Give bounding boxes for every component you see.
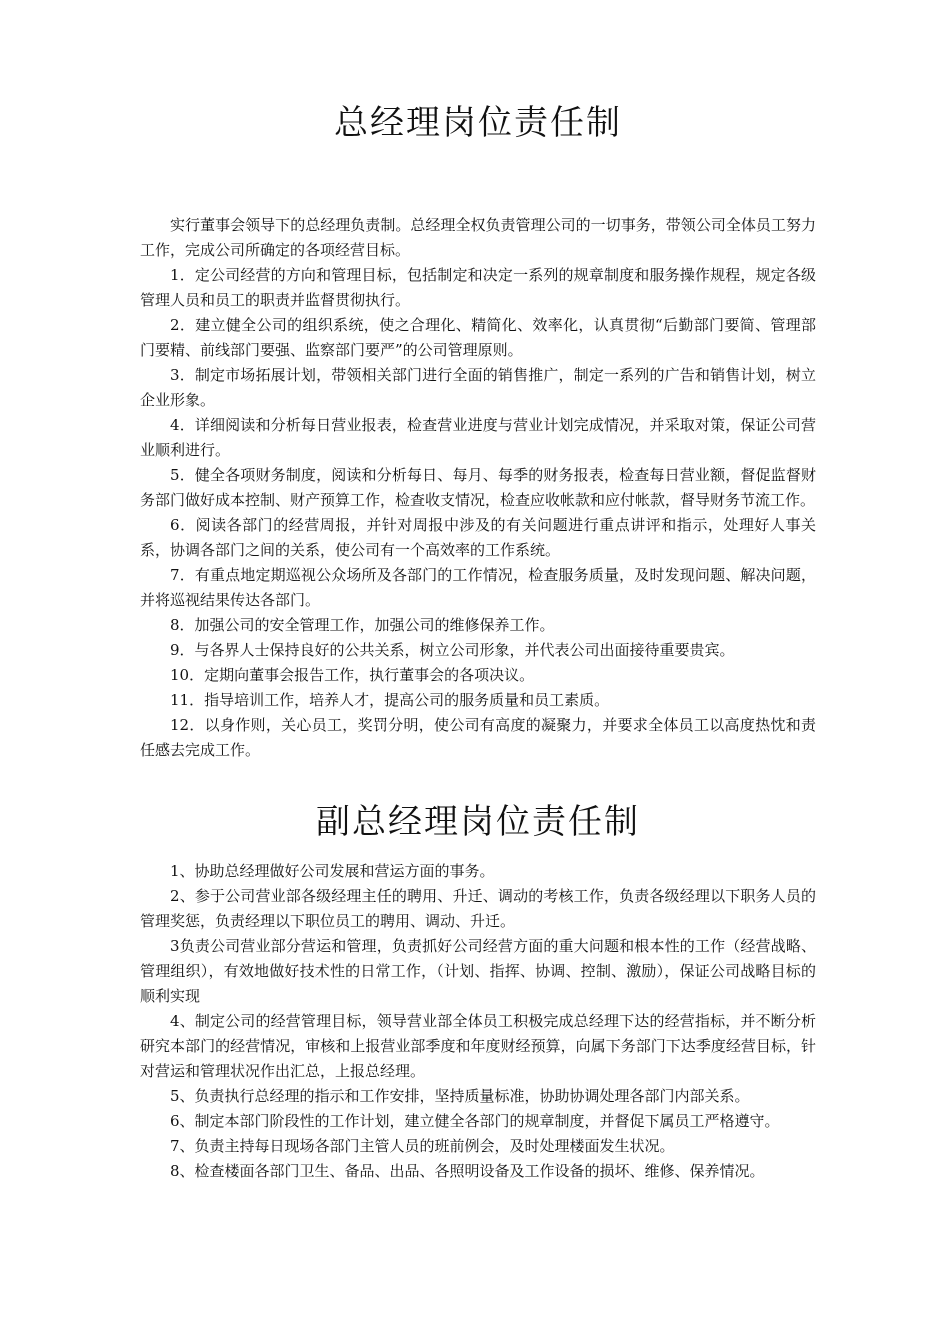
deputy-item-2: 2、参于公司营业部各级经理主任的聘用、升迁、调动的考核工作，负责各级经理以下职务人员的管理奖惩，负责经理以下职位员工的聘用、调动、升迁。 [140,887,816,930]
gm-item-3: 3．制定市场拓展计划，带领相关部门进行全面的销售推广，制定一系列的广告和销售计划，树立企业形象。 [140,366,816,409]
deputy-gm-title: 副总经理岗位责任制 [316,802,640,842]
deputy-item-3: 3负责公司营业部分营运和管理，负责抓好公司经营方面的重大问题和根本性的工作（经营战略、管理组织），有效地做好技术性的日常工作，（计划、指挥、协调、控制、激励），保证公司战略目标的顺利实现 [140,937,816,1005]
gm-item-6: 6．阅读各部门的经营周报，并针对周报中涉及的有关问题进行重点讲评和指示，处理好人事关系，协调各部门之间的关系，使公司有一个高效率的工作系统。 [140,516,816,559]
gm-intro-paragraph: 实行董事会领导下的总经理负责制。总经理全权负责管理公司的一切事务，带领公司全体员工努力工作，完成公司所确定的各项经营目标。 [140,216,816,259]
gm-item-2: 2．建立健全公司的组织系统，使之合理化、精简化、效率化，认真贯彻“后勤部门要简、管理部门要精、前线部门要强、监察部门要严”的公司管理原则。 [140,316,816,359]
gm-item-10: 10．定期向董事会报告工作，执行董事会的各项决议。 [170,666,535,684]
gm-item-11: 11．指导培训工作，培养人才，提高公司的服务质量和员工素质。 [170,691,610,709]
deputy-gm-responsibilities [140,859,816,1184]
gm-item-8: 8．加强公司的安全管理工作，加强公司的维修保养工作。 [170,616,555,634]
gm-item-9: 9．与各界人士保持良好的公共关系，树立公司形象，并代表公司出面接待重要贵宾。 [170,641,735,659]
gm-responsibilities [140,213,816,763]
gm-item-1: 1．定公司经营的方向和管理目标，包括制定和决定一系列的规章制度和服务操作规程，规定各级管理人员和员工的职责并监督贯彻执行。 [140,266,816,309]
gm-title: 总经理岗位责任制 [334,103,622,143]
gm-item-5: 5．健全各项财务制度，阅读和分析每日、每月、每季的财务报表，检查每日营业额，督促监督财务部门做好成本控制、财产预算工作，检查收支情况，检查应收帐款和应付帐款，督导财务节流工作。 [140,466,816,509]
gm-item-4: 4．详细阅读和分析每日营业报表，检查营业进度与营业计划完成情况，并采取对策，保证公司营业顺利进行。 [140,416,816,459]
deputy-item-5: 5、负责执行总经理的指示和工作安排，坚持质量标准，协助协调处理各部门内部关系。 [170,1087,750,1105]
gm-item-7: 7．有重点地定期巡视公众场所及各部门的工作情况，检查服务质量，及时发现问题、解决问题，并将巡视结果传达各部门。 [140,566,816,609]
deputy-item-6: 6、制定本部门阶段性的工作计划，建立健全各部门的规章制度，并督促下属员工严格遵守。 [170,1112,780,1130]
deputy-item-4: 4、制定公司的经营管理目标，领导营业部全体员工积极完成总经理下达的经营指标，并不断分析研究本部门的经营情况，审核和上报营业部季度和年度财经预算，向属下务部门下达季度经营目标，针对营运和管理状况作出汇总，上报总经理。 [140,1012,816,1080]
deputy-item-7: 7、负责主持每日现场各部门主管人员的班前例会，及时处理楼面发生状况。 [170,1137,675,1155]
gm-item-12: 12．以身作则，关心员工，奖罚分明，使公司有高度的凝聚力，并要求全体员工以高度热忱和责任感去完成工作。 [140,716,816,759]
deputy-item-1: 1、协助总经理做好公司发展和营运方面的事务。 [170,862,495,880]
deputy-item-8: 8、检查楼面各部门卫生、备品、出品、各照明设备及工作设备的损坏、维修、保养情况。 [170,1162,765,1180]
